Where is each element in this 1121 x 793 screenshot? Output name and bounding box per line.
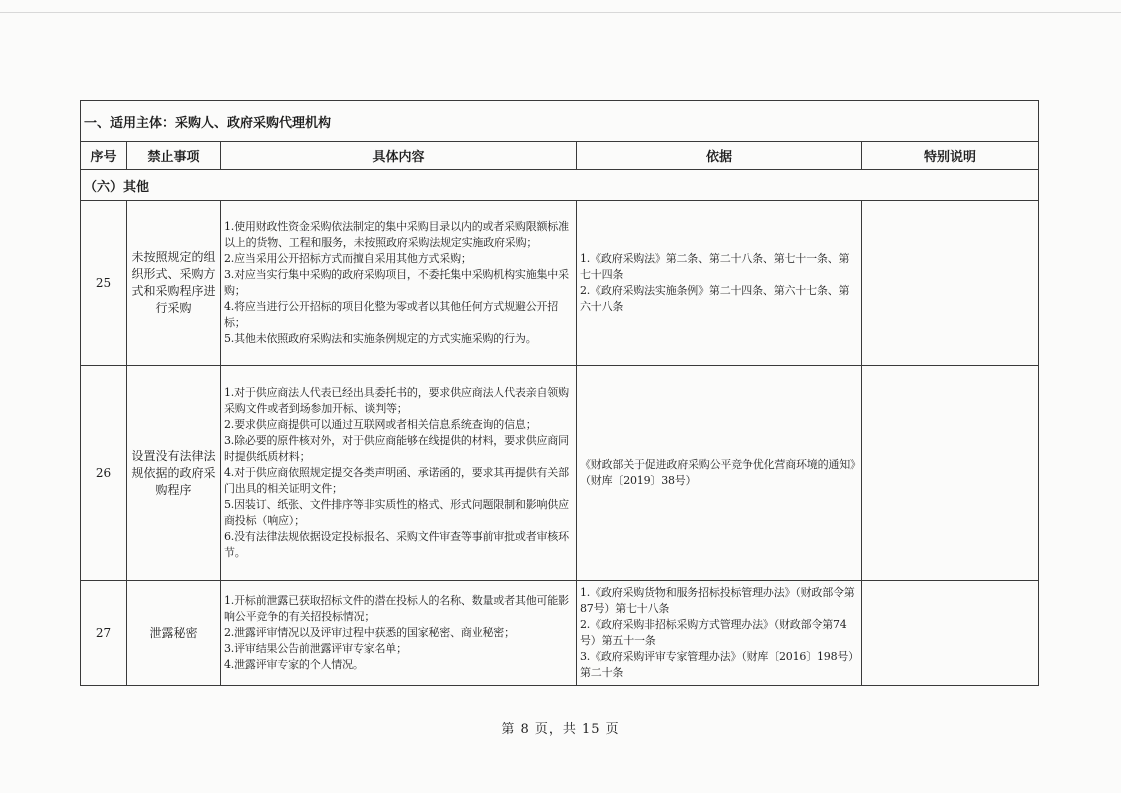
content-line: 4.将应当进行公开招标的项目化整为零或者以其他任何方式规避公开招标； (224, 300, 559, 329)
page-top-rule (0, 12, 1121, 13)
specific-content (221, 581, 577, 686)
prohibited-item: 未按照规定的组织形式、采购方式和采购程序进行采购 (127, 201, 221, 366)
legal-basis (577, 581, 862, 686)
content-line: 3.评审结果公告前泄露评审专家名单； (224, 642, 407, 655)
special-note (862, 201, 1039, 366)
table-row (81, 201, 1039, 366)
basis-line: 2.《政府采购法实施条例》第二十四条、第六十七条、第六十八条 (580, 284, 850, 313)
prohibited-item: 泄露秘密 (127, 581, 221, 686)
content-line: 6.没有法律法规依据设定投标报名、采购文件审查等事前审批或者审核环节。 (224, 530, 569, 559)
basis-line: 2.《政府采购非招标采购方式管理办法》（财政部令第74号）第五十一条 (580, 618, 847, 647)
content-line: 2.应当采用公开招标方式而擅自采用其他方式采购； (224, 252, 472, 265)
content-line: 4.泄露评审专家的个人情况。 (224, 658, 364, 671)
row-number: 26 (81, 366, 127, 581)
content-line: 4.对于供应商依照规定提交各类声明函、承诺函的，要求其再提供有关部门出具的相关证明文件； (224, 466, 569, 495)
category-row (81, 170, 1039, 201)
content-line: 2.泄露评审情况以及评审过程中获悉的国家秘密、商业秘密； (224, 626, 515, 639)
specific-content (221, 201, 577, 366)
content-line: 2.要求供应商提供可以通过互联网或者相关信息系统查询的信息； (224, 418, 537, 431)
special-note (862, 581, 1039, 686)
header-note: 特别说明 (862, 142, 1039, 170)
basis-line: 1.《政府采购货物和服务招标投标管理办法》（财政部令第87号）第七十八条 (580, 586, 855, 615)
content-line: 1.开标前泄露已获取招标文件的潜在投标人的名称、数量或者其他可能影响公平竞争的有关招投标情况； (224, 594, 569, 623)
category-title: （六）其他 (81, 170, 1039, 201)
legal-basis (577, 201, 862, 366)
content-line: 1.对于供应商法人代表已经出具委托书的，要求供应商法人代表亲自领购采购文件或者到场参加开标、谈判等； (224, 386, 569, 415)
basis-line: 《财政部关于促进政府采购公平竞争优化营商环境的通知》（财库〔2019〕38号） (580, 458, 856, 487)
special-note (862, 366, 1039, 581)
basis-line: 3.《政府采购评审专家管理办法》（财库〔2016〕198号）第二十条 (580, 650, 854, 679)
specific-content (221, 366, 577, 581)
prohibited-item: 设置没有法律法规依据的政府采购程序 (127, 366, 221, 581)
legal-basis (577, 366, 862, 581)
scope-row (81, 101, 1039, 142)
row-number: 25 (81, 201, 127, 366)
content-line: 3.对应当实行集中采购的政府采购项目，不委托集中采购机构实施集中采购； (224, 268, 569, 297)
row-number: 27 (81, 581, 127, 686)
header-basis: 依据 (577, 142, 862, 170)
header-row (81, 142, 1039, 170)
content-line: 3.除必要的原件核对外，对于供应商能够在线提供的材料，要求供应商同时提供纸质材料； (224, 434, 569, 463)
page-number: 第 8 页，共 15 页 (501, 722, 620, 737)
content-line: 1.使用财政性资金采购依法制定的集中采购目录以内的或者采购限额标准以上的货物、工程和服务，未按照政府采购法规定实施政府采购； (224, 220, 569, 249)
header-item: 禁止事项 (127, 142, 221, 170)
basis-line: 1.《政府采购法》第二条、第二十八条、第七十一条、第七十四条 (580, 252, 850, 281)
content-line: 5.其他未依照政府采购法和实施条例规定的方式实施采购的行为。 (224, 332, 537, 345)
table-row (81, 581, 1039, 686)
scope-title: 一、适用主体：采购人、政府采购代理机构 (81, 101, 1039, 142)
prohibition-table (80, 100, 1039, 686)
header-num: 序号 (81, 142, 127, 170)
table-row (81, 366, 1039, 581)
content-line: 5.因装订、纸张、文件排序等非实质性的格式、形式问题限制和影响供应商投标（响应）； (224, 498, 569, 527)
header-content: 具体内容 (221, 142, 577, 170)
